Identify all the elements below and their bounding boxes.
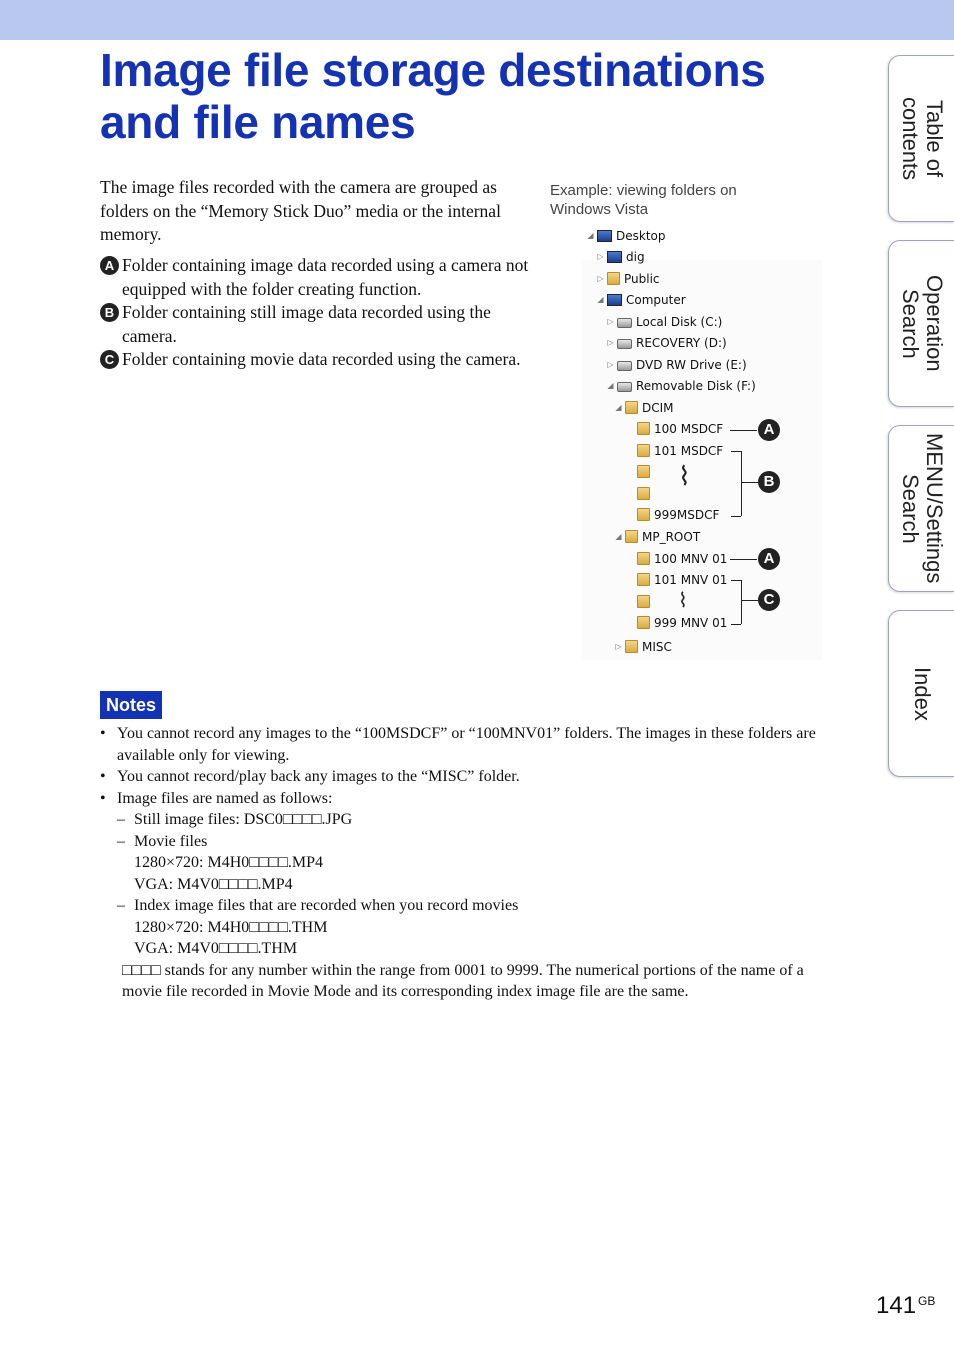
bracket-line [731,451,741,452]
callout-b-icon: B [758,471,780,493]
bracket-line [731,516,741,517]
tree-node-recovery: ▷ RECOVERY (D:) [607,336,727,350]
file-name-list [117,809,830,960]
page-number: 141 $^{GB}$ [876,1292,936,1319]
folder-icon [637,465,650,478]
folder-icon [637,487,650,500]
dvd-drive-icon [617,361,632,371]
expanded-arrow-icon: ◢ [587,231,594,240]
expanded-arrow-icon: ◢ [615,403,622,412]
tree-node-blank-folder [626,463,654,481]
tree-node-misc: ▷ MISC [615,640,672,654]
tree-node-999mnv01: 999 MNV 01 [626,614,727,632]
collapsed-arrow-icon: ▷ [615,642,622,651]
bracket-line [731,624,741,625]
collapsed-arrow-icon: ▷ [597,252,604,261]
notes-footer: □□□□ stands for any number within the range from 0001 to 9999. The numerical portions of the name of a movie file recorded in Movie Mode and its corresponding index image file are the same. [122,961,804,1000]
legend-item-c: C Folder containing movie data recorded using the camera. [100,348,540,372]
header-bar [0,0,954,40]
expanded-arrow-icon: ◢ [597,295,604,304]
tree-node-999msdcf: 999MSDCF [626,506,719,524]
tree-node-blank-folder [626,485,654,503]
side-navigation [888,0,954,1372]
tree-node-101mnv01: 101 MNV 01 [626,571,727,589]
tab-index[interactable]: Index [888,610,954,777]
folder-icon [607,272,620,285]
hard-disk-icon [617,339,632,349]
tree-node-local-disk: ▷ Local Disk (C:) [607,315,723,329]
collapsed-arrow-icon: ▷ [607,360,614,369]
notes-list [100,723,830,1003]
tree-node-public: ▷ Public [597,272,660,286]
intro-paragraph: The image files recorded with the camera are grouped as folders on the “Memory Stick Duo” media or the internal memory. [100,177,501,244]
page-title [100,44,860,148]
legend-item-b: B Folder containing still image data recorded using the camera. [100,301,540,348]
notes-label: Notes [100,691,162,719]
tree-node-dvd: ▷ DVD RW Drive (E:) [607,358,747,372]
tree-node-computer: ◢ Computer [597,293,686,307]
folder-icon [637,444,650,457]
tree-node-100msdcf: 100 MSDCF [626,420,723,438]
marker-b-icon: B [100,303,119,322]
folder-icon [625,640,638,653]
computer-icon [607,294,622,306]
bracket-line [731,580,741,581]
folder-icon [637,422,650,435]
file-name-item: – Index image files that are recorded when you record movies 1280×720: M4H0□□□□.THM VGA: M4V0□□□□.THM [117,895,830,960]
ellipsis-squiggle-icon: ⌇ [678,462,691,492]
user-folder-icon [607,251,622,263]
ellipsis-squiggle-icon: ⌇ [678,588,688,612]
tab-menu-settings-search[interactable]: MENU/Settings Search [888,425,954,592]
page-title-line-2: and file names [100,96,416,148]
tree-node-101msdcf: 101 MSDCF [626,442,723,460]
folder-icon [625,401,638,414]
callout-a-icon: A [758,419,780,441]
note-item: • Image files are named as follows: – Still image files: DSC0□□□□.JPG – Movie files 1280×720: M4H0□□□□.MP4 VGA: M4V0□□□□.MP4 – Index image files that are recorded when you record movies 1280×720: M4H0□□□□.THM VGA: M4V0□□□□.THM □□□□ stands for any number within the range from 0001 to 9999. The numerical portions of the name of a movie file recorded in Movie Mode and its corresponding index image file are the same. [100,788,830,1003]
bracket-line [741,451,742,516]
tree-node-100mnv01: 100 MNV 01 [626,550,727,568]
folder-icon [637,616,650,629]
marker-c-icon: C [100,350,119,369]
callout-line [741,482,758,483]
collapsed-arrow-icon: ▷ [597,274,604,283]
example-caption: Example: viewing folders on Windows Vista [550,182,737,218]
tree-node-removable: ◢ Removable Disk (F:) [607,379,756,393]
callout-line [730,559,757,560]
tab-table-of-contents[interactable]: Table of contents [888,55,954,222]
callout-c-icon: C [758,589,780,611]
folder-icon [637,552,650,565]
tree-node-desktop: ◢ Desktop [587,229,666,243]
note-item: • You cannot record any images to the “100MSDCF” or “100MNV01” folders. The images in these folders are available only for viewing. [100,723,830,766]
collapsed-arrow-icon: ▷ [607,317,614,326]
tab-operation-search[interactable]: Operation Search [888,240,954,407]
expanded-arrow-icon: ◢ [607,381,614,390]
file-name-item: – Still image files: DSC0□□□□.JPG [117,809,830,831]
hard-disk-icon [617,318,632,328]
marker-a-icon: A [100,256,119,275]
callout-line [741,600,758,601]
folder-icon [637,508,650,521]
expanded-arrow-icon: ◢ [615,532,622,541]
folder-icon [637,573,650,586]
removable-disk-icon [617,382,632,392]
collapsed-arrow-icon: ▷ [607,338,614,347]
folder-icon [625,530,638,543]
folder-tree-figure [560,224,840,664]
callout-a-icon: A [758,548,780,570]
legend-item-a: A Folder containing image data recorded using a camera not equipped with the folder creating function. [100,254,540,301]
callout-line [730,430,757,431]
page-title-line-1: Image file storage destinations [100,44,766,96]
file-name-item: – Movie files 1280×720: M4H0□□□□.MP4 VGA: M4V0□□□□.MP4 [117,831,830,896]
note-item: • You cannot record/play back any images to the “MISC” folder. [100,766,830,788]
tree-node-dig: ▷ dig [597,250,645,264]
tree-node-dcim: ◢ DCIM [615,401,674,415]
tree-node-mp-root: ◢ MP_ROOT [615,530,701,544]
folder-legend [100,254,540,372]
bracket-line [741,580,742,624]
folder-icon [637,595,650,608]
desktop-icon [597,230,612,242]
tree-node-blank-folder [626,593,654,611]
